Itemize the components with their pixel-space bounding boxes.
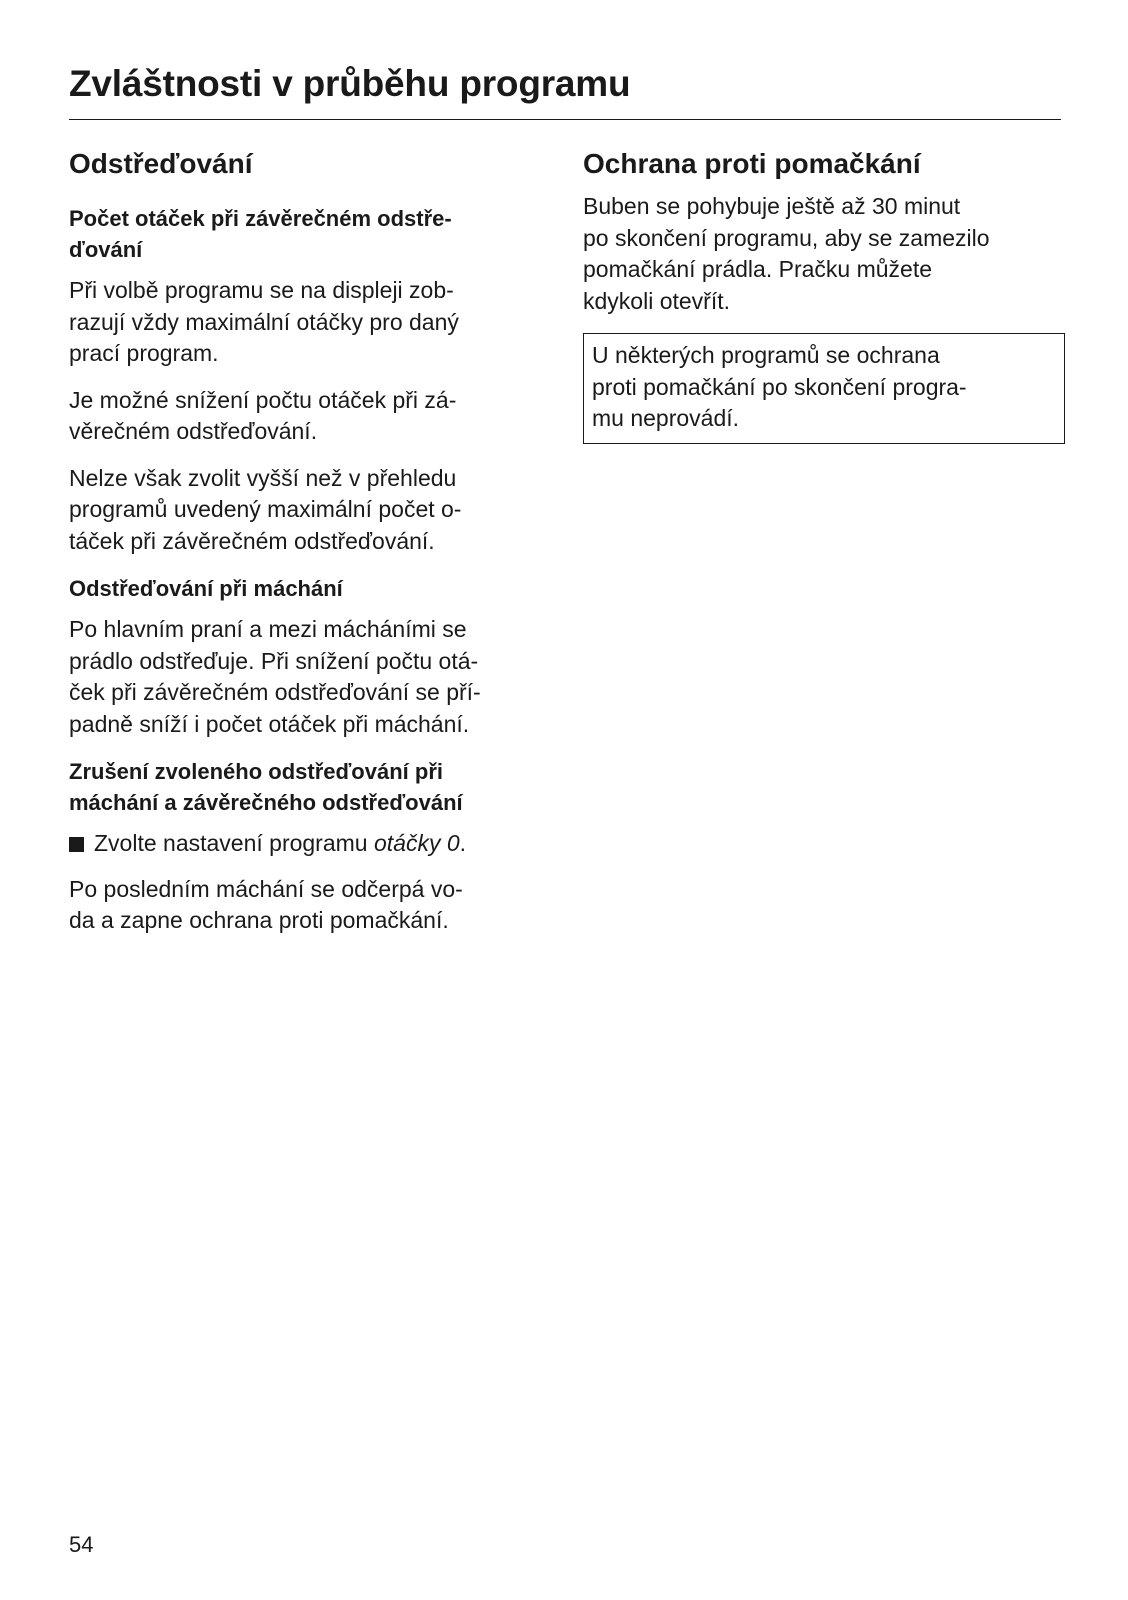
subsection-final-spin-speed	[69, 203, 549, 557]
square-bullet-icon	[69, 837, 84, 852]
paragraph: Po hlavním praní a mezi mácháními se prádlo odstřeďuje. Při snížení počtu otá- ček při závěrečném odstřeďování se pří- padně sníží i počet otáček při máchání.	[69, 616, 481, 737]
paragraph: Po posledním máchání se odčerpá vo- da a zapne ochrana proti pomačkání.	[69, 875, 463, 933]
right-column	[583, 146, 1065, 444]
page-title: Zvláštnosti v průběhu programu	[69, 63, 631, 104]
subsection-cancel-spin	[69, 756, 549, 937]
paragraph: Nelze však zvolit vyšší než v přehledu programů uvedený maximální počet o- táček při závěrečném odstřeďování.	[69, 464, 462, 554]
paragraph: Buben se pohybuje ještě až 30 minut po skončení programu, aby se zamezilo pomačkání prádla. Pračku můžete kdykoli otevřít.	[583, 193, 990, 314]
subsection-heading: Zrušení zvoleného odstřeďování při máchání a závěrečného odstřeďování	[69, 759, 463, 815]
page-number: 54	[69, 1532, 94, 1557]
section-heading-anti-crease: Ochrana proti pomačkání	[583, 148, 921, 179]
subsection-heading: Počet otáček při závěrečném odstře- ďování	[69, 206, 452, 262]
paragraph: Při volbě programu se na displeji zob- razují vždy maximální otáčky pro daný prací program.	[69, 277, 459, 366]
left-column	[69, 146, 549, 953]
title-divider	[69, 119, 1061, 120]
paragraph: Je možné snížení počtu otáček při zá- věrečném odstřeďování.	[69, 386, 457, 444]
instruction-text: Zvolte nastavení programu otáčky 0.	[94, 830, 467, 856]
instruction-item	[69, 828, 549, 860]
subsection-heading: Odstřeďování při máchání	[69, 576, 343, 601]
note-box	[583, 333, 1065, 444]
setting-name: otáčky 0	[373, 830, 460, 856]
subsection-rinse-spin	[69, 573, 549, 740]
section-heading-spin: Odstřeďování	[69, 148, 253, 179]
note-text: U některých programů se ochrana proti pomačkání po skončení progra- mu neprovádí.	[592, 342, 967, 431]
